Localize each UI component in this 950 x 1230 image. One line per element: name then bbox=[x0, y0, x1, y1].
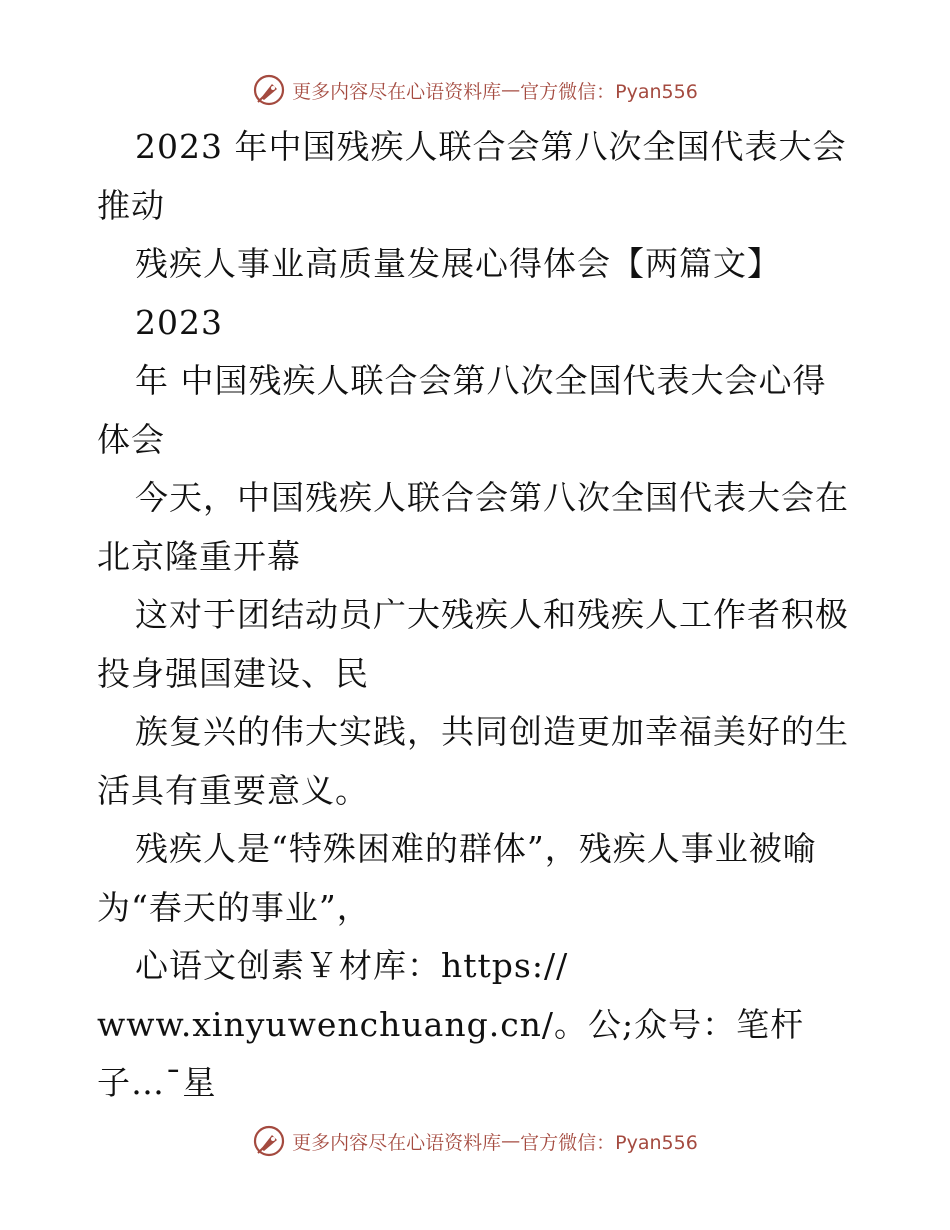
paragraph-title-line1: 2023 年中国残疾人联合会第八次全国代表大会推动 bbox=[97, 127, 847, 225]
watermark-text: 更多内容尽在心语资料库 bbox=[292, 80, 502, 103]
paragraph-body: 族复兴的伟大实践，共同创造更加幸福美好的生活具有重要意义。 bbox=[97, 712, 849, 810]
pen-nib-logo-icon bbox=[252, 73, 286, 107]
paragraph-source-line1: 心语文创素￥材库：https:// bbox=[135, 946, 569, 985]
paragraph-body: 今天，中国残疾人联合会第八次全国代表大会在北京隆重开幕 bbox=[97, 478, 849, 576]
header-watermark bbox=[0, 70, 950, 110]
pen-nib-logo-icon bbox=[252, 1124, 286, 1158]
watermark-text: 更多内容尽在心语资料库 bbox=[292, 1131, 502, 1154]
paragraph-body: 这对于团结动员广大残疾人和残疾人工作者积极投身强国建设、民 bbox=[97, 595, 849, 693]
watermark-separator: — bbox=[501, 1130, 521, 1152]
paragraph-subtitle: 年 中国残疾人联合会第八次全国代表大会心得体会 bbox=[97, 361, 827, 459]
watermark-separator: — bbox=[501, 79, 521, 101]
paragraph-body: 残疾人是“特殊困难的群体”，残疾人事业被喻为“春天的事业”， bbox=[97, 829, 817, 927]
paragraph-title-line2: 残疾人事业高质量发展心得体会【两篇文】 bbox=[135, 244, 781, 283]
paragraph-year: 2023 bbox=[135, 302, 223, 342]
document-body bbox=[97, 118, 857, 1113]
paragraph-source-line2: www.xinyuwenchuang.cn/。公;众号：笔杆子…¯星 bbox=[97, 1004, 805, 1102]
watermark-contact: 官方微信：Pyan556 bbox=[520, 1131, 698, 1154]
footer-watermark bbox=[0, 1121, 950, 1161]
watermark-contact: 官方微信：Pyan556 bbox=[520, 80, 698, 103]
